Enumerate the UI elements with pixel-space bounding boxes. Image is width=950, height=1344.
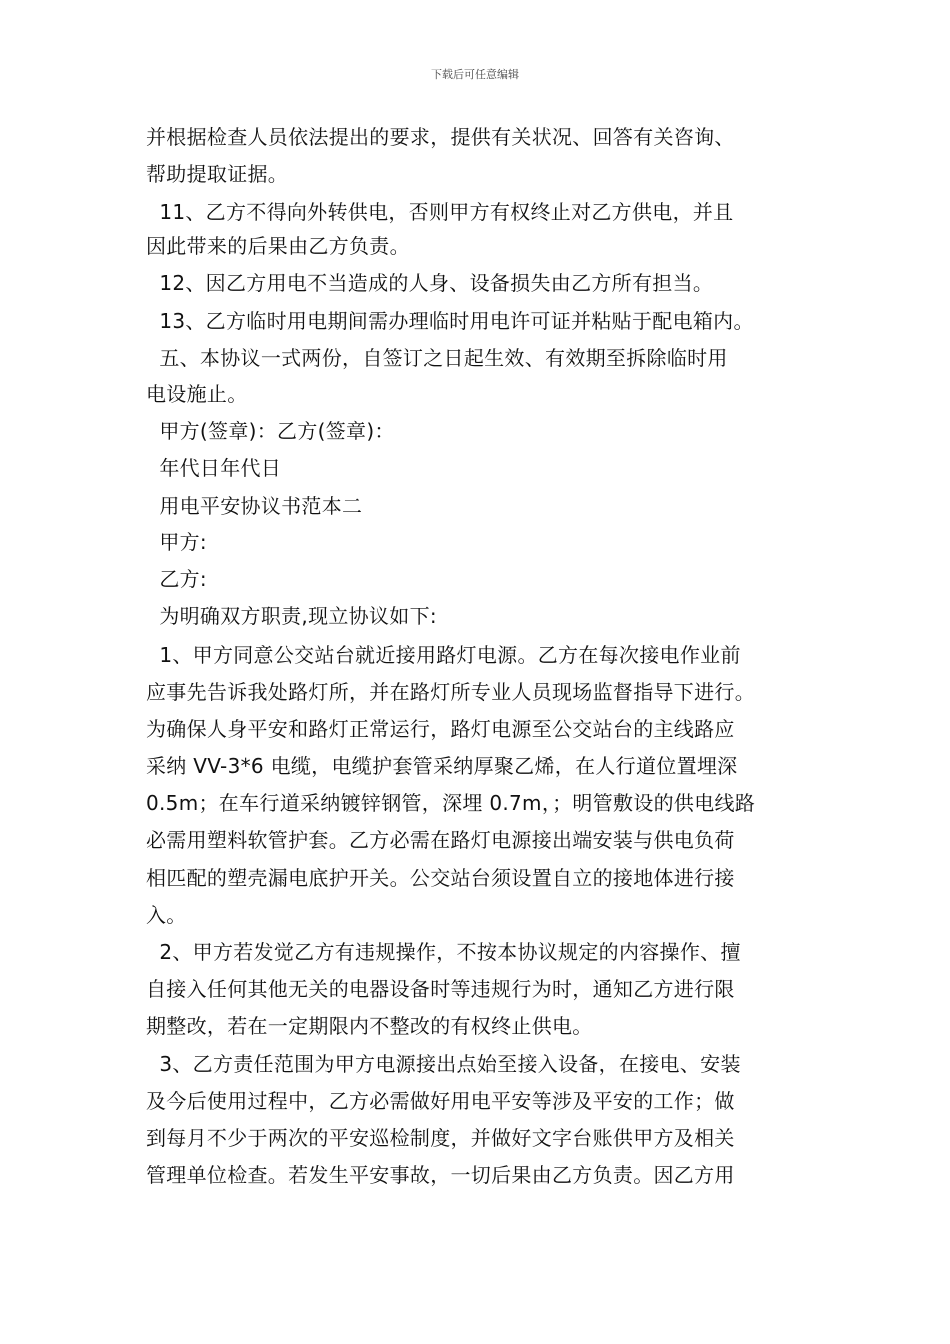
text-line: 3、乙方责任范围为甲方电源接出点始至接入设备，在接电、安装 bbox=[146, 1052, 741, 1076]
text-line: 11、乙方不得向外转供电，否则甲方有权终止对乙方供电，并且 bbox=[146, 200, 734, 224]
text-line: 0.5m；在车行道采纳镀锌钢管，深埋 0.7m，；明管敷设的供电线路 bbox=[146, 791, 756, 815]
text-line: 必需用塑料软管护套。乙方必需在路灯电源接出端安装与供电负荷 bbox=[146, 828, 735, 852]
text-line: 相匹配的塑壳漏电底护开关。公交站台须设置自立的接地体进行接 bbox=[146, 866, 735, 890]
text-line: 采纳 VV-3*6 电缆，电缆护套管采纳厚聚乙烯，在人行道位置埋深 bbox=[146, 754, 738, 778]
signature-line: 甲方(签章)：乙方(签章)： bbox=[146, 419, 395, 443]
party-b-line: 乙方: bbox=[146, 567, 207, 591]
text-line: 帮助提取证据。 bbox=[146, 162, 289, 186]
text-line: 自接入任何其他无关的电器设备时等违规行为时，通知乙方进行限 bbox=[146, 977, 735, 1001]
text-line: 电设施止。 bbox=[146, 382, 248, 406]
text-line: 并根据检查人员依法提出的要求，提供有关状况、回答有关咨询、 bbox=[146, 125, 735, 149]
text-line: 五、本协议一式两份，自签订之日起生效、有效期至拆除临时用 bbox=[146, 346, 728, 370]
date-line: 年代日年代日 bbox=[146, 456, 282, 480]
text-line: 因此带来的后果由乙方负责。 bbox=[146, 234, 410, 258]
text-line: 应事先告诉我处路灯所，并在路灯所专业人员现场监督指导下进行。 bbox=[146, 680, 755, 704]
page-header: 下载后可任意编辑 bbox=[431, 68, 519, 81]
text-line: 13、乙方临时用电期间需办理临时用电许可证并粘贴于配电箱内。 bbox=[146, 309, 754, 333]
text-line: 管理单位检查。若发生平安事故，一切后果由乙方负责。因乙方用 bbox=[146, 1163, 735, 1187]
text-line: 1、甲方同意公交站台就近接用路灯电源。乙方在每次接电作业前 bbox=[146, 643, 741, 667]
text-line: 为明确双方职责,现立协议如下: bbox=[146, 604, 437, 628]
party-a-line: 甲方: bbox=[146, 530, 207, 554]
text-line: 到每月不少于两次的平安巡检制度，并做好文字台账供甲方及相关 bbox=[146, 1126, 735, 1150]
text-line: 及今后使用过程中，乙方必需做好用电平安等涉及平安的工作；做 bbox=[146, 1089, 735, 1113]
section-title: 用电平安协议书范本二 bbox=[146, 494, 363, 518]
text-line: 12、因乙方用电不当造成的人身、设备损失由乙方所有担当。 bbox=[146, 271, 714, 295]
text-line: 为确保人身平安和路灯正常运行，路灯电源至公交站台的主线路应 bbox=[146, 717, 735, 741]
text-line: 期整改，若在一定期限内不整改的有权终止供电。 bbox=[146, 1014, 593, 1038]
text-line: 2、甲方若发觉乙方有违规操作，不按本协议规定的内容操作、擅 bbox=[146, 940, 741, 964]
text-line: 入。 bbox=[146, 903, 187, 927]
